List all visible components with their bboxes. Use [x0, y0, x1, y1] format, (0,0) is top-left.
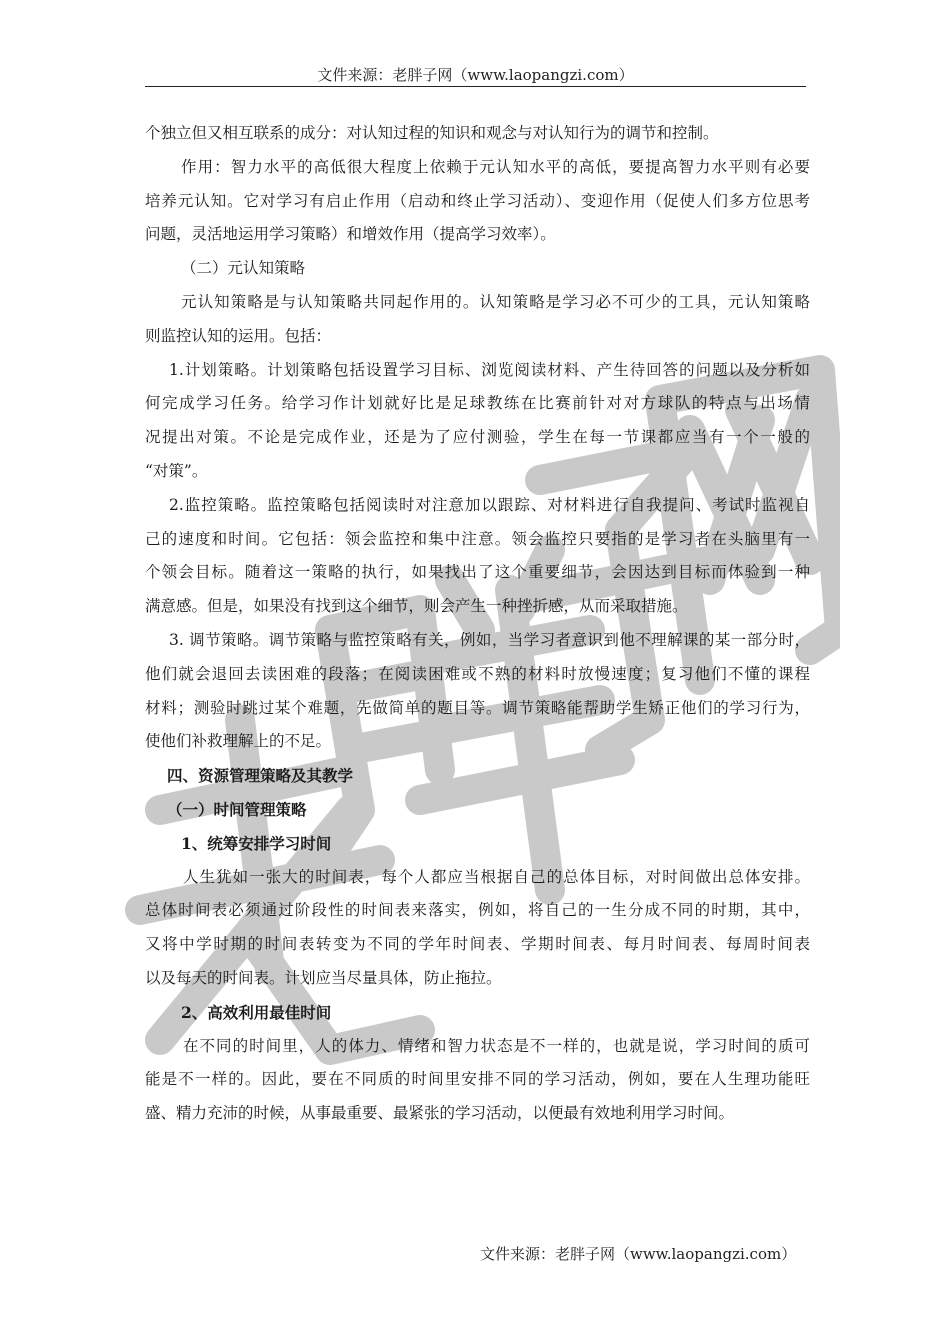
body-line: 能是不一样的。因此，要在不同质的时间里安排不同的学习活动，例如，要在人生理功能旺 — [145, 1070, 810, 1089]
subsection-heading: （二）元认知策略 — [181, 259, 306, 278]
section-heading: 四、资源管理策略及其教学 — [167, 766, 354, 786]
body-line: 在不同的时间里，人的体力、情绪和智力状态是不一样的，也就是说，学习时间的质可 — [183, 1036, 810, 1055]
body-line: 问题，灵活地运用学习策略）和增效作用（提高学习效率）。 — [145, 225, 556, 244]
body-line: 己的速度和时间。它包括：领会监控和集中注意。领会监控只要指的是学习者在头脑里有一 — [145, 529, 810, 548]
body-line: 盛、精力充沛的时候，从事最重要、最紧张的学习活动，以便最有效地利用学习时间。 — [145, 1104, 735, 1123]
body-line: 以及每天的时间表。计划应当尽量具体，防止拖拉。 — [145, 968, 502, 987]
subsection-heading: 2、高效利用最佳时间 — [181, 1002, 332, 1022]
body-line: “对策”。 — [145, 461, 208, 480]
body-line: 他们就会退回去读困难的段落；在阅读困难或不熟的材料时放慢速度；复习他们不懂的课程 — [145, 664, 810, 683]
body-line: 则监控认知的运用。包括： — [145, 326, 332, 345]
header-divider — [145, 86, 806, 87]
page-footer: 文件来源：老胖子网（www.laopangzi.com） — [480, 1245, 797, 1263]
body-line: 总体时间表必须通过阶段性的时间表来落实，例如，将自己的一生分成不同的时期，其中， — [145, 901, 810, 920]
body-line: 2.监控策略。监控策略包括阅读时对注意加以跟踪、对材料进行自我提问、考试时监视自 — [169, 495, 810, 514]
body-line: 何完成学习任务。给学习作计划就好比是足球教练在比赛前针对对方球队的特点与出场情 — [145, 394, 810, 413]
subsection-heading: 1、统筹安排学习时间 — [181, 833, 332, 853]
body-line: 个独立但又相互联系的成分：对认知过程的知识和观念与对认知行为的调节和控制。 — [145, 124, 719, 142]
page-header: 文件来源：老胖子网（www.laopangzi.com） — [317, 66, 634, 84]
body-line: 3. 调节策略。调节策略与监控策略有关，例如，当学习者意识到他不理解课的某一部分时， — [169, 630, 810, 649]
body-line: 况提出对策。不论是完成作业，还是为了应付测验，学生在每一节课都应当有一个一般的 — [145, 428, 810, 447]
body-line: 1.计划策略。计划策略包括设置学习目标、浏览阅读材料、产生待回答的问题以及分析如 — [169, 360, 810, 379]
body-line: 培养元认知。它对学习有启止作用（启动和终止学习活动）、变迎作用（促使人们多方位思考 — [145, 191, 810, 210]
body-line: 又将中学时期的时间表转变为不同的学年时间表、学期时间表、每月时间表、每周时间表 — [145, 935, 810, 954]
body-line: 使他们补救理解上的不足。 — [145, 732, 332, 751]
body-line: 作用：智力水平的高低很大程度上依赖于元认知水平的高低，要提高智力水平则有必要 — [181, 157, 810, 176]
body-line: 满意感。但是，如果没有找到这个细节，则会产生一种挫折感，从而采取措施。 — [145, 597, 688, 616]
body-line: 人生犹如一张大的时间表，每个人都应当根据自己的总体目标，对时间做出总体安排。 — [183, 867, 810, 886]
document-body — [145, 117, 810, 1131]
subsection-heading: （一）时间管理策略 — [167, 799, 307, 819]
body-line: 元认知策略是与认知策略共同起作用的。认知策略是学习必不可少的工具，元认知策略 — [181, 292, 810, 311]
body-line: 材料；测验时跳过某个难题，先做简单的题目等。调节策略能帮助学生矫正他们的学习行为， — [145, 698, 810, 717]
body-line: 个领会目标。随着这一策略的执行，如果找出了这个重要细节，会因达到目标而体验到一种 — [145, 563, 810, 582]
